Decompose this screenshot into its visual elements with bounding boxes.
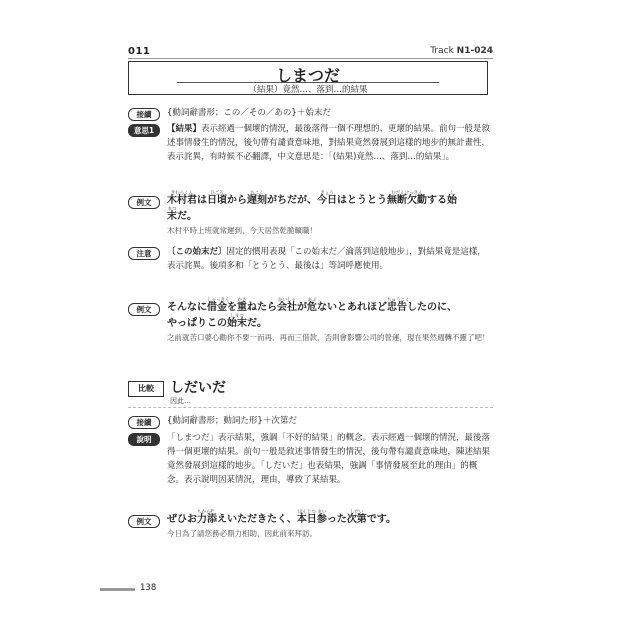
example-1-ruby: し	[449, 191, 455, 196]
compare-label: 比較	[128, 381, 164, 397]
example-2-ruby: あぶ	[307, 298, 317, 303]
compare-example-ruby: ほんじつ	[297, 510, 316, 515]
example-1-ruby: ひごろ	[210, 191, 224, 196]
example-2-ruby: かいしゃ	[278, 298, 296, 303]
example-1-ruby: まつ	[167, 207, 177, 212]
example-2-ruby-base: 借金	[207, 302, 227, 313]
example-1-ruby-word	[317, 193, 337, 209]
compare-title: しだいだ	[170, 380, 226, 396]
example-2-ruby-word	[307, 300, 317, 316]
example-2-ruby-base: 会社	[277, 302, 297, 313]
compare-example-ruby-word	[197, 510, 211, 528]
compare-example-ruby-base: 力	[197, 514, 207, 525]
compare-example-ruby: しだい	[350, 510, 364, 515]
example-2-ruby-word	[227, 316, 247, 332]
compare-rule	[128, 407, 493, 408]
example-2-text-segment: ないとあれほど	[317, 302, 387, 313]
example-2-ruby-word	[277, 300, 297, 316]
chui-label: 注意	[128, 247, 160, 260]
example-2-text-segment: ねたら	[247, 302, 277, 313]
example-1-ruby-base: 木村君	[167, 195, 197, 206]
example-2-text-segment: が	[297, 302, 307, 313]
compare-example-ruby: ちから	[197, 510, 211, 515]
example-1-ruby: きょう	[320, 191, 334, 196]
track-code: N1-024	[456, 46, 493, 56]
imi-text: 表示經過一個壞的情況，最後落得一個不理想的、更壞的結果。前句一般是敘述事情發生的情況，後句帶有譴責意味地，對結果竟然發展到這樣的地步的無計畫性，表示詫異，有時候不必翻譯，中文意思是：「(結果)竟然…、落到…的結果」。	[167, 124, 491, 162]
example-2-ruby-word	[387, 298, 410, 316]
example-2-line2-rest: だ。	[247, 318, 267, 329]
example-1-line2-rest: だ。	[177, 211, 197, 222]
chui-text: 固定的慣用表現「この始末だ／淪落到這般地步」，對結果竟是這樣，表示詫異。後項多和「とうとう、最後は」等詞呼應使用。	[167, 247, 486, 271]
compare-setsuzoku-label: 接續	[128, 416, 160, 429]
example-2-ruby: かさ	[237, 298, 247, 303]
entry-number: 011	[128, 46, 151, 57]
example-2-text-segment: を	[227, 302, 237, 313]
example-2-ruby-base: 重	[237, 302, 247, 313]
compare-example-text-segment: ぜひお	[167, 514, 197, 525]
example-1-ruby: ちこく	[250, 191, 264, 196]
compare-example-ruby: ぞ	[209, 510, 215, 515]
example-1-text-segment: する	[427, 195, 447, 206]
setsumei-label: 說明	[128, 433, 160, 446]
compare-example-translation: 今日為了請您務必鼎力相助，因此前來拜訪。	[167, 529, 317, 538]
example-1-ruby-base: 始	[447, 195, 457, 206]
compare-example-ruby-word	[317, 512, 327, 528]
compare-example-sentence	[167, 512, 493, 528]
example-2-ruby-base: 危	[307, 302, 317, 313]
example-1-ruby: むだんけっきん	[391, 191, 423, 196]
top-rule	[128, 58, 493, 59]
compare-example-ruby-word	[297, 512, 317, 528]
example-1-ruby-word	[247, 193, 267, 209]
compare-example-label: 例文	[128, 515, 160, 528]
setsumei-text: 「しまつだ」表示結果，強調「不好的結果」的概念。表示經過一個壞的情況，最後落得一個更壞的結果。前句一般是敘述事情發生的情況，後句帶有譴責意味地，陳述結果竟然發展到這樣的地步。「しだいだ」也表結果，強調「事情發展至此的理由」的概念。表示說明因某情況，理由，導致了某結果。	[167, 433, 491, 485]
imi-head: 【結果】	[167, 124, 202, 134]
example-1-text-segment: がちだが、	[267, 195, 317, 206]
compare-example-ruby-base: 次第	[346, 514, 367, 525]
example-1-ruby-base: 無断欠勤	[387, 195, 427, 206]
example-1-ruby-word	[387, 193, 427, 209]
example-2-translation: 之前就苦口婆心勸你不要一而再、再而三借款，否則會影響公司的營運，現在果然週轉不靈了吧！	[167, 333, 490, 342]
compare-example-ruby-word	[347, 512, 367, 528]
imi-body	[167, 122, 493, 164]
compare-example-text-segment: です。	[366, 514, 397, 525]
example-2-body	[167, 300, 493, 344]
grammar-title: しまつだ	[275, 66, 340, 85]
example-1-sentence	[167, 193, 493, 209]
example-2-line2-prefix: やっぱりこの	[167, 318, 227, 329]
imi-label: 意思1	[128, 124, 160, 137]
setsuzoku-label: 接續	[128, 108, 160, 121]
example-1-text-segment: から	[227, 195, 247, 206]
example-2-sentence	[167, 300, 493, 316]
example-2-line2-word: 始末	[227, 318, 247, 329]
compare-example-ruby-base: 添	[207, 514, 217, 525]
example-2-label: 例文	[128, 303, 160, 316]
example-2-text-segment: したのに、	[407, 302, 457, 313]
compare-example-ruby: まい	[317, 510, 327, 515]
compare-example-ruby-base: 本日	[296, 514, 317, 525]
example-1-line2-word: 末	[167, 211, 177, 222]
compare-example-text-segment: った	[326, 514, 347, 525]
example-1-ruby: きむらくん	[170, 191, 194, 196]
grammar-meaning: （結果）竟然…、落到…的結果	[248, 85, 368, 95]
compare-setsuzoku-text: {動詞辭書形；動詞た形}＋次第だ	[167, 416, 297, 426]
example-1-ruby-base: 日頃	[207, 195, 227, 206]
example-2-ruby: しゃっきん	[207, 298, 230, 303]
example-1-ruby-word	[447, 193, 457, 209]
example-1-ruby-base: 遅刻	[247, 195, 267, 206]
example-2-ruby-word	[207, 298, 230, 316]
track-label	[430, 46, 493, 56]
title-box	[128, 61, 488, 95]
example-1-text-segment: は	[197, 195, 207, 206]
chui-head: 〔この始末だ〕	[167, 247, 227, 257]
page-number: 138	[140, 583, 157, 593]
compare-subtitle: 因此…	[170, 397, 191, 405]
example-2-ruby: ちゅうこく	[387, 298, 410, 303]
example-2-sentence-line2	[167, 316, 493, 332]
example-2-text-segment: そんなに	[167, 302, 207, 313]
setsuzoku-text: {動詞辭書形；この／その／あの}＋始末だ	[167, 108, 331, 118]
example-1-label: 例文	[128, 196, 160, 209]
compare-example-body	[167, 512, 493, 540]
compare-example-ruby-word	[207, 512, 217, 528]
track-prefix: Track	[430, 46, 457, 56]
compare-example-ruby-base: 参	[316, 514, 327, 525]
example-1-translation: 木村平時上班就常遲到，今天居然乾脆曠職！	[167, 226, 317, 235]
example-1-body	[167, 193, 493, 237]
example-2-ruby: しまつ	[230, 314, 244, 319]
example-1-ruby-word	[167, 209, 177, 225]
example-1-sentence-line2	[167, 209, 493, 225]
example-1-ruby-base: 今日	[317, 195, 337, 206]
example-2-ruby-base: 忠告	[387, 302, 407, 313]
example-1-ruby-word	[207, 193, 227, 209]
compare-example-text-segment: えいただきたく、	[217, 514, 297, 525]
footer-bar	[100, 588, 135, 591]
chui-body	[167, 245, 493, 273]
example-1-text-segment: はとうとう	[337, 195, 387, 206]
